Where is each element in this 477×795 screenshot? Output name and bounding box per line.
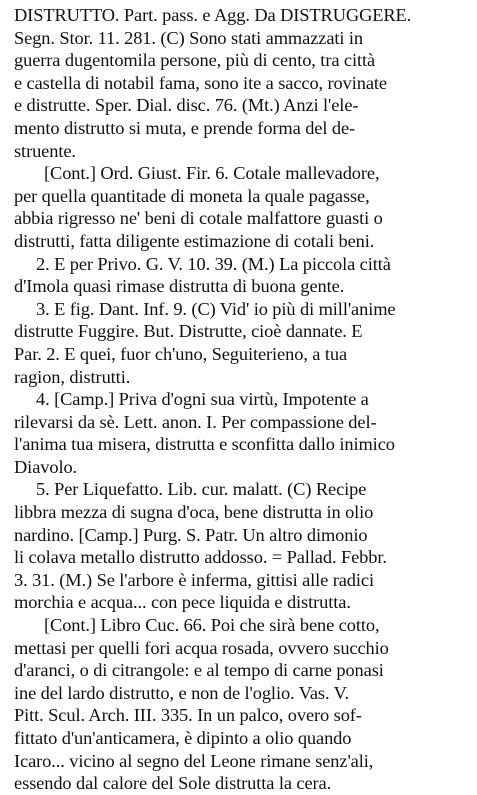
text-line: [Cont.] Libro Cuc. 66. Poi che sirà bene cotto, <box>44 615 380 636</box>
text-line: e castella di notabil fama, sono ite a sacco, rovinate <box>14 72 387 93</box>
text-line: 3. E fig. Dant. Inf. 9. (C) Vid' io più di mill'anime <box>36 298 396 319</box>
text-line: DISTRUTTO. Part. pass. e Agg. Da DISTRUGGERE. <box>14 5 412 25</box>
text-line: abbia rigresso ne' beni di cotale malfattore guasti o <box>14 208 383 229</box>
text-line: Segn. Stor. 11. 281. (C) Sono stati ammazzati in <box>14 27 364 48</box>
text-line: l'anima tua misera, distrutta e sconfitta dallo inimico <box>14 434 395 455</box>
text-line: guerra dugentomila persone, più di cento, tra città <box>14 50 376 71</box>
text-line: Diavolo. <box>14 456 78 477</box>
text-line: mento distrutto si muta, e prende forma del de- <box>14 117 356 138</box>
text-line: Icaro... vicino al segno del Leone rimane senz'ali, <box>14 750 374 771</box>
text-line: morchia e acqua... con pece liquida e distrutta. <box>14 592 351 613</box>
text-line: Par. 2. E quei, fuor ch'uno, Seguiterieno, a tua <box>14 343 348 364</box>
text-line: d'Imola quasi rimase distrutta di buona gente. <box>14 276 345 297</box>
text-line: distrutte Fuggire. But. Distrutte, cioè dannate. E <box>14 321 363 342</box>
text-line: struente. <box>14 140 76 161</box>
text-line: 2. E per Privo. G. V. 10. 39. (M.) La piccola città <box>36 253 391 274</box>
text-line: e distrutte. Sper. Dial. disc. 76. (Mt.) Anzi l'ele- <box>14 95 359 116</box>
text-line: 3. 31. (M.) Se l'arbore è inferma, gittisi alle radici <box>14 569 374 590</box>
text-line: Pitt. Scul. Arch. III. 335. In un palco, overo sof- <box>14 705 362 726</box>
text-line: mettasi per quelli fori acqua rosada, ovvero succhio <box>14 637 389 658</box>
text-line: nardino. [Camp.] Purg. S. Patr. Un altro dimonio <box>14 524 368 545</box>
text-line: d'aranci, o di citrangole: e al tempo di carne ponasi <box>14 660 384 681</box>
text-line: ine del lardo distrutto, e non de l'oglio. Vas. V. <box>14 682 349 703</box>
text-line: 4. [Camp.] Priva d'ogni sua virtù, Impotente a <box>36 389 369 410</box>
text-line: 5. Per Liquefatto. Lib. cur. malatt. (C) Recipe <box>36 479 367 500</box>
text-line: fittato d'un'anticamera, è dipinto a olio quando <box>14 728 352 748</box>
text-line: distrutti, fatta diligente estimazione di cotali beni. <box>14 230 375 251</box>
text-line: libbra mezza di sugna d'oca, bene distrutta in olio <box>14 502 374 523</box>
text-line: [Cont.] Ord. Giust. Fir. 6. Cotale mallevadore, <box>44 163 380 184</box>
text-line: rilevarsi da sè. Lett. anon. I. Per compassione del- <box>14 411 377 432</box>
text-line: ragion, distrutti. <box>14 366 131 387</box>
text-line: per quella quantitade di moneta la quale pagasse, <box>14 185 370 206</box>
text-line: li colava metallo distrutto addosso. = Pallad. Febbr. <box>14 547 387 568</box>
text-line: essendo dal calore del Sole distrutta la cera. <box>14 773 332 794</box>
